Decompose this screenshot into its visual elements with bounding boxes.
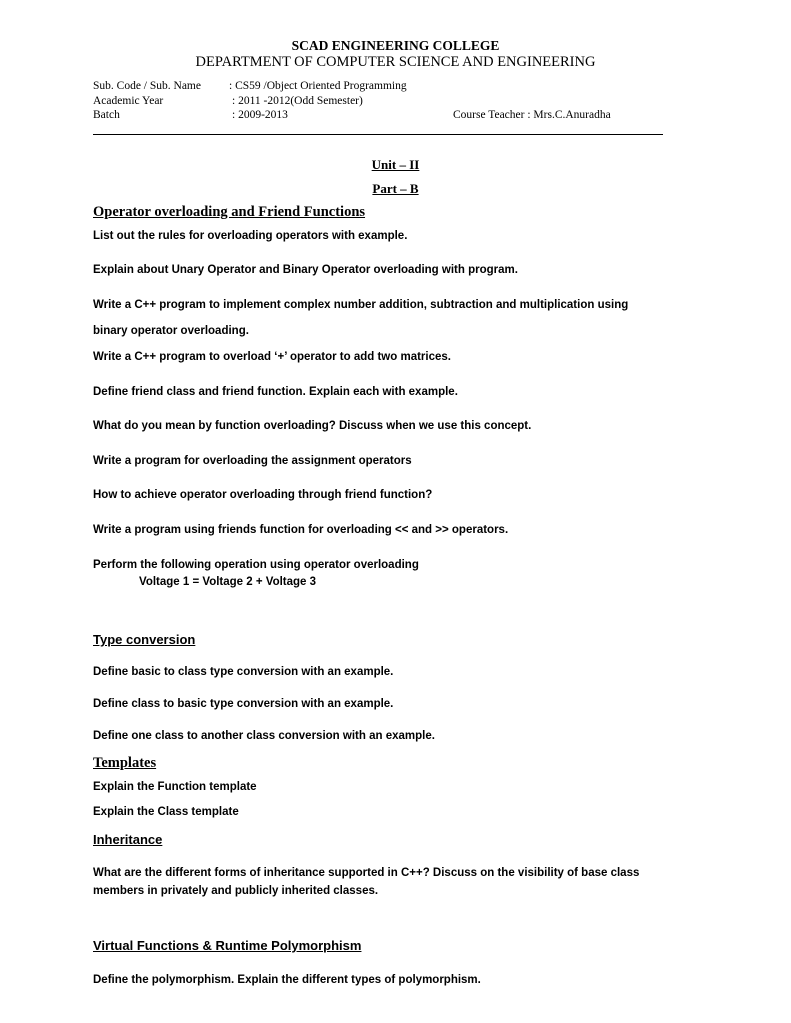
question: Write a program for overloading the assignment operators — [93, 455, 412, 467]
section-title-operator: Operator overloading and Friend Functions — [93, 204, 366, 220]
header-divider — [93, 134, 663, 135]
question: Write a C++ program to overload ‘+’ operator to add two matrices. — [93, 351, 451, 363]
section-title-inheritance: Inheritance — [93, 832, 163, 847]
year-value: : 2011 -2012(Odd Semester) — [232, 95, 363, 107]
question: What do you mean by function overloading? Discuss when we use this concept. — [93, 420, 532, 432]
question: List out the rules for overloading operators with example. — [93, 230, 408, 242]
question-continued: binary operator overloading. — [93, 325, 249, 337]
question: Explain about Unary Operator and Binary Operator overloading with program. — [93, 264, 518, 276]
section-title-templates: Templates — [93, 755, 157, 771]
question: Define basic to class type conversion with an example. — [93, 666, 394, 678]
question-equation: Voltage 1 = Voltage 2 + Voltage 3 — [139, 576, 317, 588]
batch-value: : 2009-2013 — [232, 109, 288, 121]
question: How to achieve operator overloading through friend function? — [93, 489, 433, 501]
unit-heading: Unit – II — [371, 157, 420, 172]
question: Write a program using friends function for overloading << and >> operators. — [93, 524, 509, 536]
question: Explain the Function template — [93, 781, 257, 793]
part-heading: Part – B — [372, 181, 419, 196]
question: Define friend class and friend function. Explain each with example. — [93, 386, 458, 398]
sub-value: : CS59 /Object Oriented Programming — [229, 80, 407, 92]
course-teacher: Course Teacher : Mrs.C.Anuradha — [453, 109, 611, 121]
question-continued: members in privately and publicly inherited classes. — [93, 885, 379, 897]
college-name: SCAD ENGINEERING COLLEGE — [291, 38, 500, 53]
section-title-conversion: Type conversion — [93, 632, 196, 647]
section-title-virtual: Virtual Functions & Runtime Polymorphism — [93, 938, 362, 953]
year-label: Academic Year — [93, 95, 164, 107]
batch-label: Batch — [93, 109, 120, 121]
question: What are the different forms of inheritance supported in C++? Discuss on the visibility of base class — [93, 867, 640, 879]
question: Define class to basic type conversion with an example. — [93, 698, 394, 710]
question: Define the polymorphism. Explain the different types of polymorphism. — [93, 974, 481, 986]
question: Explain the Class template — [93, 806, 239, 818]
question: Perform the following operation using operator overloading — [93, 559, 419, 571]
sub-label: Sub. Code / Sub. Name — [93, 80, 201, 92]
question: Define one class to another class conversion with an example. — [93, 730, 435, 742]
department-name: DEPARTMENT OF COMPUTER SCIENCE AND ENGINEERING — [195, 54, 596, 70]
question: Write a C++ program to implement complex number addition, subtraction and multiplication using — [93, 299, 629, 311]
